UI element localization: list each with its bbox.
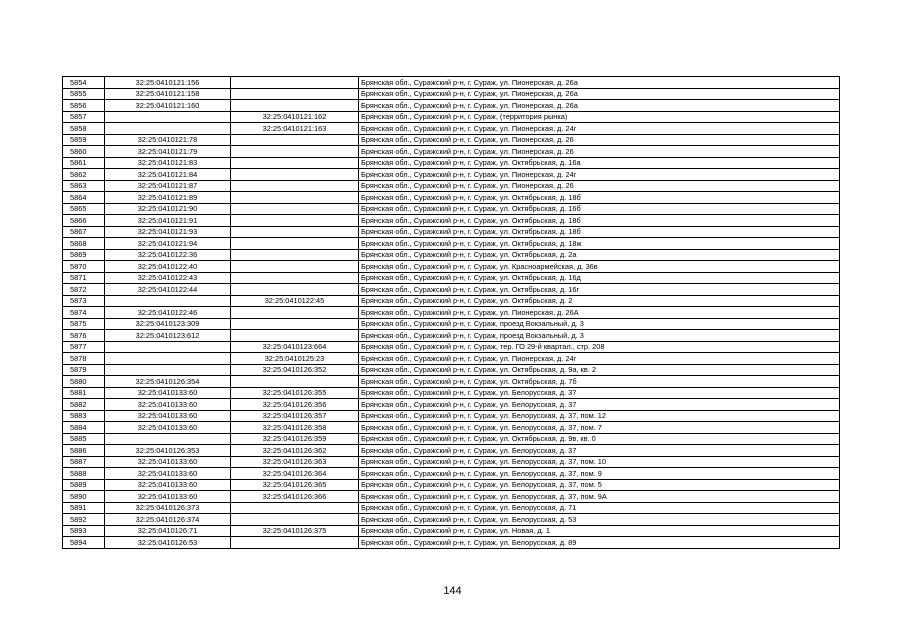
cell-cadastral-number-2	[231, 146, 359, 158]
cell-cadastral-number	[105, 295, 231, 307]
cell-cadastral-number-2	[231, 330, 359, 342]
cell-row-number: 5860	[63, 146, 105, 158]
cell-cadastral-number-2: 32:25:0410126:364	[231, 468, 359, 480]
cell-cadastral-number-2	[231, 88, 359, 100]
cell-cadastral-number: 32:25:0410133:60	[105, 422, 231, 434]
cell-cadastral-number: 32:25:0410133:60	[105, 456, 231, 468]
cell-row-number: 5861	[63, 157, 105, 169]
cell-cadastral-number: 32:25:0410122:46	[105, 307, 231, 319]
cell-row-number: 5857	[63, 111, 105, 123]
table-row	[63, 238, 840, 250]
cell-cadastral-number: 32:25:0410126:353	[105, 445, 231, 457]
cell-address: Брянская обл., Суражский р-н, г. Сураж, ул. Белорусская, д. 37, пом. 9А	[359, 491, 840, 503]
cell-address: Брянская обл., Суражский р-н, г. Сураж, ул. Октябрьская, д. 2а	[359, 249, 840, 261]
cell-address: Брянская обл., Суражский р-н, г. Сураж, тер. ГО 29-й квартал., стр. 208	[359, 341, 840, 353]
cell-row-number: 5872	[63, 284, 105, 296]
table-row	[63, 307, 840, 319]
table-row	[63, 123, 840, 135]
cell-address: Брянская обл., Суражский р-н, г. Сураж, ул. Пионерская, д. 26	[359, 180, 840, 192]
cell-address: Брянская обл., Суражский р-н, г. Сураж, проезд Вокзальный, д. 3	[359, 330, 840, 342]
table-row	[63, 318, 840, 330]
cell-cadastral-number-2	[231, 502, 359, 514]
table-row	[63, 399, 840, 411]
cell-address: Брянская обл., Суражский р-н, г. Сураж, (территория рынка)	[359, 111, 840, 123]
cell-address: Брянская обл., Суражский р-н, г. Сураж, ул. Пионерская, д. 26	[359, 134, 840, 146]
cell-cadastral-number-2: 32:25:0410126:375	[231, 525, 359, 537]
cell-cadastral-number	[105, 123, 231, 135]
table-row	[63, 433, 840, 445]
cell-cadastral-number: 32:25:0410121:89	[105, 192, 231, 204]
cell-address: Брянская обл., Суражский р-н, г. Сураж, ул. Октябрьская, д. 2	[359, 295, 840, 307]
table-row	[63, 502, 840, 514]
cell-cadastral-number-2	[231, 226, 359, 238]
table-row	[63, 410, 840, 422]
cell-row-number: 5891	[63, 502, 105, 514]
cell-row-number: 5868	[63, 238, 105, 250]
cell-cadastral-number-2	[231, 134, 359, 146]
cell-cadastral-number-2: 32:25:0410125:23	[231, 353, 359, 365]
cell-address: Брянская обл., Суражский р-н, г. Сураж, ул. Октябрьская, д. 18б	[359, 192, 840, 204]
cell-address: Брянская обл., Суражский р-н, г. Сураж, ул. Белорусская, д. 71	[359, 502, 840, 514]
cell-row-number: 5859	[63, 134, 105, 146]
cell-cadastral-number-2	[231, 215, 359, 227]
cell-address: Брянская обл., Суражский р-н, г. Сураж, ул. Новая, д. 1	[359, 525, 840, 537]
cell-cadastral-number-2	[231, 157, 359, 169]
cell-row-number: 5873	[63, 295, 105, 307]
cell-cadastral-number: 32:25:0410126:373	[105, 502, 231, 514]
cell-cadastral-number: 32:25:0410122:44	[105, 284, 231, 296]
cell-cadastral-number-2	[231, 192, 359, 204]
cell-cadastral-number	[105, 353, 231, 365]
cell-cadastral-number-2	[231, 537, 359, 549]
cell-row-number: 5874	[63, 307, 105, 319]
cell-cadastral-number-2	[231, 318, 359, 330]
cell-cadastral-number-2: 32:25:0410126:363	[231, 456, 359, 468]
cell-cadastral-number-2	[231, 169, 359, 181]
cell-address: Брянская обл., Суражский р-н, г. Сураж, ул. Белорусская, д. 37, пом. 5	[359, 479, 840, 491]
cell-cadastral-number: 32:25:0410121:87	[105, 180, 231, 192]
cell-row-number: 5877	[63, 341, 105, 353]
cell-cadastral-number-2	[231, 514, 359, 526]
cadastral-table	[62, 76, 840, 549]
table-row	[63, 341, 840, 353]
cell-row-number: 5878	[63, 353, 105, 365]
cell-cadastral-number: 32:25:0410121:78	[105, 134, 231, 146]
cell-address: Брянская обл., Суражский р-н, г. Сураж, ул. Белорусская, д. 37	[359, 399, 840, 411]
cell-row-number: 5889	[63, 479, 105, 491]
cell-cadastral-number-2: 32:25:0410126:359	[231, 433, 359, 445]
cell-address: Брянская обл., Суражский р-н, г. Сураж, ул. Октябрьская, д. 7б	[359, 376, 840, 388]
cell-row-number: 5864	[63, 192, 105, 204]
cell-address: Брянская обл., Суражский р-н, г. Сураж, ул. Октябрьская, д. 16б	[359, 203, 840, 215]
cell-address: Брянская обл., Суражский р-н, г. Сураж, ул. Белорусская, д. 53	[359, 514, 840, 526]
table-row	[63, 192, 840, 204]
cell-cadastral-number-2: 32:25:0410126:358	[231, 422, 359, 434]
cell-cadastral-number-2: 32:25:0410123:664	[231, 341, 359, 353]
cell-row-number: 5886	[63, 445, 105, 457]
cell-address: Брянская обл., Суражский р-н, г. Сураж, ул. Белорусская, д. 37, пом. 9	[359, 468, 840, 480]
cell-cadastral-number: 32:25:0410126:374	[105, 514, 231, 526]
cell-row-number: 5880	[63, 376, 105, 388]
cell-cadastral-number-2	[231, 238, 359, 250]
cell-row-number: 5869	[63, 249, 105, 261]
cell-address: Брянская обл., Суражский р-н, г. Сураж, ул. Пионерская, д. 26а	[359, 77, 840, 89]
cell-row-number: 5876	[63, 330, 105, 342]
table-row	[63, 491, 840, 503]
cell-row-number: 5879	[63, 364, 105, 376]
table-row	[63, 226, 840, 238]
cell-row-number: 5890	[63, 491, 105, 503]
cell-cadastral-number: 32:25:0410123:612	[105, 330, 231, 342]
cell-address: Брянская обл., Суражский р-н, г. Сураж, ул. Пионерская, д. 26а	[359, 100, 840, 112]
table-row	[63, 479, 840, 491]
cell-cadastral-number-2: 32:25:0410126:352	[231, 364, 359, 376]
table-row	[63, 295, 840, 307]
table-row	[63, 525, 840, 537]
table-row	[63, 456, 840, 468]
table-row	[63, 364, 840, 376]
cell-row-number: 5884	[63, 422, 105, 434]
cell-cadastral-number: 32:25:0410123:309	[105, 318, 231, 330]
table-row	[63, 100, 840, 112]
page-number: 144	[443, 585, 462, 597]
table-row	[63, 203, 840, 215]
cell-address: Брянская обл., Суражский р-н, г. Сураж, ул. Октябрьская, д. 16а	[359, 157, 840, 169]
cell-cadastral-number-2: 32:25:0410126:365	[231, 479, 359, 491]
table-row	[63, 445, 840, 457]
cell-cadastral-number: 32:25:0410133:60	[105, 410, 231, 422]
cell-cadastral-number: 32:25:0410121:94	[105, 238, 231, 250]
cell-address: Брянская обл., Суражский р-н, г. Сураж, ул. Пионерская, д. 24г	[359, 353, 840, 365]
cell-address: Брянская обл., Суражский р-н, г. Сураж, ул. Октябрьская, д. 18ж	[359, 238, 840, 250]
cell-row-number: 5858	[63, 123, 105, 135]
cell-cadastral-number-2	[231, 100, 359, 112]
cell-cadastral-number: 32:25:0410121:160	[105, 100, 231, 112]
cell-cadastral-number: 32:25:0410126:53	[105, 537, 231, 549]
cell-address: Брянская обл., Суражский р-н, г. Сураж, ул. Октябрьская, д. 16г	[359, 284, 840, 296]
table-row	[63, 88, 840, 100]
table-row	[63, 330, 840, 342]
cell-row-number: 5888	[63, 468, 105, 480]
cell-address: Брянская обл., Суражский р-н, г. Сураж, ул. Пионерская, д. 26А	[359, 307, 840, 319]
cell-row-number: 5871	[63, 272, 105, 284]
cell-row-number: 5882	[63, 399, 105, 411]
cell-cadastral-number-2: 32:25:0410126:355	[231, 387, 359, 399]
cell-address: Брянская обл., Суражский р-н, г. Сураж, ул. Октябрьская, д. 9в, кв. 0	[359, 433, 840, 445]
cell-address: Брянская обл., Суражский р-н, г. Сураж, ул. Белорусская, д. 37	[359, 445, 840, 457]
cell-cadastral-number: 32:25:0410121:156	[105, 77, 231, 89]
cell-cadastral-number-2: 32:25:0410126:366	[231, 491, 359, 503]
cell-row-number: 5867	[63, 226, 105, 238]
cell-row-number: 5863	[63, 180, 105, 192]
table-row	[63, 284, 840, 296]
table-row	[63, 77, 840, 89]
table-row	[63, 376, 840, 388]
cell-cadastral-number: 32:25:0410126:354	[105, 376, 231, 388]
cell-cadastral-number: 32:25:0410121:83	[105, 157, 231, 169]
cell-cadastral-number-2	[231, 272, 359, 284]
table-row	[63, 134, 840, 146]
cell-row-number: 5875	[63, 318, 105, 330]
cell-cadastral-number: 32:25:0410133:60	[105, 479, 231, 491]
cell-cadastral-number	[105, 341, 231, 353]
cell-address: Брянская обл., Суражский р-н, г. Сураж, ул. Белорусская, д. 37, пом. 10	[359, 456, 840, 468]
cell-address: Брянская обл., Суражский р-н, г. Сураж, ул. Белорусская, д. 37, пом. 12	[359, 410, 840, 422]
cell-address: Брянская обл., Суражский р-н, г. Сураж, ул. Белорусская, д. 37, пом. 7	[359, 422, 840, 434]
cell-cadastral-number: 32:25:0410133:60	[105, 491, 231, 503]
cell-cadastral-number-2: 32:25:0410121:163	[231, 123, 359, 135]
cell-row-number: 5866	[63, 215, 105, 227]
cell-row-number: 5855	[63, 88, 105, 100]
cell-row-number: 5892	[63, 514, 105, 526]
cell-address: Брянская обл., Суражский р-н, г. Сураж, ул. Белорусская, д. 89	[359, 537, 840, 549]
cell-row-number: 5870	[63, 261, 105, 273]
table-body	[63, 77, 840, 549]
cell-cadastral-number-2	[231, 180, 359, 192]
cell-cadastral-number-2: 32:25:0410126:362	[231, 445, 359, 457]
cell-cadastral-number: 32:25:0410122:43	[105, 272, 231, 284]
cell-address: Брянская обл., Суражский р-н, г. Сураж, ул. Пионерская, д. 26	[359, 146, 840, 158]
table-row	[63, 468, 840, 480]
cell-row-number: 5856	[63, 100, 105, 112]
cell-cadastral-number-2: 32:25:0410126:356	[231, 399, 359, 411]
cell-row-number: 5887	[63, 456, 105, 468]
cell-row-number: 5894	[63, 537, 105, 549]
cell-cadastral-number-2	[231, 307, 359, 319]
table-row	[63, 537, 840, 549]
cell-cadastral-number: 32:25:0410121:79	[105, 146, 231, 158]
cell-address: Брянская обл., Суражский р-н, г. Сураж, ул. Октябрьская, д. 16д	[359, 272, 840, 284]
cell-cadastral-number-2	[231, 261, 359, 273]
cell-address: Брянская обл., Суражский р-н, г. Сураж, ул. Октябрьская, д. 9а, кв. 2	[359, 364, 840, 376]
cell-row-number: 5865	[63, 203, 105, 215]
cell-row-number: 5883	[63, 410, 105, 422]
cell-cadastral-number-2: 32:25:0410121:162	[231, 111, 359, 123]
cell-address: Брянская обл., Суражский р-н, г. Сураж, проезд Вокзальный, д. 3	[359, 318, 840, 330]
cell-cadastral-number-2: 32:25:0410126:357	[231, 410, 359, 422]
cell-cadastral-number: 32:25:0410121:93	[105, 226, 231, 238]
cell-cadastral-number: 32:25:0410122:36	[105, 249, 231, 261]
table-row	[63, 514, 840, 526]
table-row	[63, 215, 840, 227]
cell-row-number: 5862	[63, 169, 105, 181]
cell-cadastral-number: 32:25:0410121:158	[105, 88, 231, 100]
cell-cadastral-number: 32:25:0410121:90	[105, 203, 231, 215]
cell-cadastral-number: 32:25:0410121:91	[105, 215, 231, 227]
cell-cadastral-number-2	[231, 203, 359, 215]
table-row	[63, 272, 840, 284]
table-row	[63, 180, 840, 192]
cell-cadastral-number: 32:25:0410133:60	[105, 399, 231, 411]
table-row	[63, 422, 840, 434]
cell-cadastral-number	[105, 364, 231, 376]
table-row	[63, 249, 840, 261]
cell-cadastral-number	[105, 111, 231, 123]
cell-address: Брянская обл., Суражский р-н, г. Сураж, ул. Пионерская, д. 26а	[359, 88, 840, 100]
table-row	[63, 169, 840, 181]
cell-address: Брянская обл., Суражский р-н, г. Сураж, ул. Красноармейская, д. 36в	[359, 261, 840, 273]
table-row	[63, 353, 840, 365]
table-row	[63, 157, 840, 169]
table-row	[63, 111, 840, 123]
cell-address: Брянская обл., Суражский р-н, г. Сураж, ул. Пионерская, д. 24г	[359, 123, 840, 135]
cell-cadastral-number: 32:25:0410122:40	[105, 261, 231, 273]
cell-row-number: 5885	[63, 433, 105, 445]
cell-cadastral-number: 32:25:0410133:60	[105, 387, 231, 399]
cell-cadastral-number: 32:25:0410121:84	[105, 169, 231, 181]
table-row	[63, 261, 840, 273]
cell-address: Брянская обл., Суражский р-н, г. Сураж, ул. Октябрьская, д. 18б	[359, 215, 840, 227]
cell-cadastral-number	[105, 433, 231, 445]
cell-cadastral-number-2: 32:25:0410122:45	[231, 295, 359, 307]
cell-address: Брянская обл., Суражский р-н, г. Сураж, ул. Пионерская, д. 24г	[359, 169, 840, 181]
cell-cadastral-number-2	[231, 376, 359, 388]
cell-row-number: 5893	[63, 525, 105, 537]
cell-cadastral-number: 32:25:0410126:71	[105, 525, 231, 537]
cell-cadastral-number-2	[231, 77, 359, 89]
cell-address: Брянская обл., Суражский р-н, г. Сураж, ул. Белорусская, д. 37	[359, 387, 840, 399]
cell-row-number: 5854	[63, 77, 105, 89]
cell-cadastral-number: 32:25:0410133:60	[105, 468, 231, 480]
cell-cadastral-number-2	[231, 249, 359, 261]
cell-cadastral-number-2	[231, 284, 359, 296]
table-row	[63, 146, 840, 158]
table-row	[63, 387, 840, 399]
cell-address: Брянская обл., Суражский р-н, г. Сураж, ул. Октябрьская, д. 18б	[359, 226, 840, 238]
cell-row-number: 5881	[63, 387, 105, 399]
